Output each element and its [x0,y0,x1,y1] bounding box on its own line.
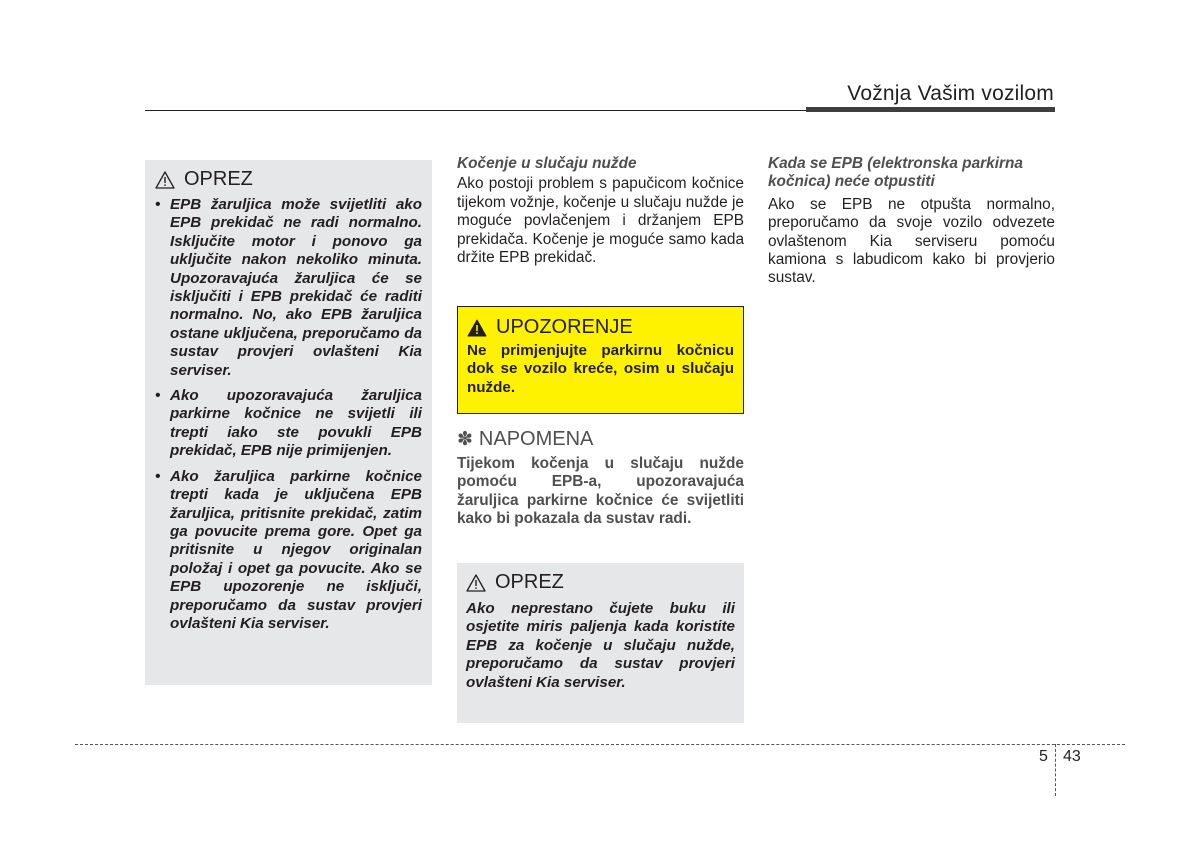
warning-box [457,306,744,414]
caution-triangle-icon [155,171,175,189]
note-block [457,428,744,529]
note-heading [457,428,744,451]
warning-heading [467,316,734,339]
caution-text: Ako neprestano čujete buku ili osjetite miris paljenja kada koristite EPB za kočenje u slučaju nužde, preporučamo da sustav provjeri ovlašteni Kia serviser. [466,600,735,691]
bullet: • [155,196,161,213]
bullet: • [155,467,161,485]
caution-box-middle [457,563,744,723]
epb-release-heading: Kada se EPB (elektronska parkirna kočnica) neće otpustiti [768,155,1023,191]
header-rule-accent [806,107,1055,112]
caution-heading [466,571,735,594]
note-text: Tijekom kočenja u slučaju nužde pomoću EPB-a, upozoravajuća žaruljica parkirne kočnice će svijetliti kako bi pokazala da sustav radi. [457,455,744,528]
page-number-divider [1055,744,1056,796]
caution-heading-label: OPREZ [184,168,253,190]
epb-release-section [768,155,1055,288]
chapter-number: 5 [1039,748,1048,765]
caution-box-left [145,160,432,685]
caution-item [155,196,422,380]
header-rule [145,110,810,111]
caution-item [155,387,422,461]
caution-item [155,468,422,634]
page-header-title: Vožnja Vašim vozilom [847,82,1054,105]
warning-heading-label: UPOZORENJE [496,316,633,338]
note-star-icon: ✽ [457,429,473,450]
note-heading-label: NAPOMENA [478,428,594,450]
footer-rule [75,744,1125,745]
caution-heading-label: OPREZ [495,571,564,593]
caution-item-text: EPB žaruljica može svijetliti ako EPB prekidač ne radi normalno. Isključite motor i ponovo ga uključite nakon nekoliko minuta. Upozoravajuća žaruljica će se isključiti i EPB prekidač će raditi normalno. No, ako EPB žaruljica ostane uključena, preporučamo da sustav provjeri ovlašteni Kia serviser. [170,196,422,379]
warning-triangle-icon [467,319,487,337]
caution-item-text: Ako upozoravajuća žaruljica parkirne kočnice ne svijetli ili trepti iako ste povukli EPB prekidač, EPB nije primijenjen. [170,387,422,460]
emergency-braking-heading: Kočenje u slučaju nužde [457,155,637,172]
caution-list [155,196,422,633]
emergency-braking-section [457,155,744,267]
caution-triangle-icon [466,574,486,592]
page-number: 43 [1063,748,1081,765]
emergency-braking-text: Ako postoji problem s papučicom kočnice tijekom vožnje, kočenje u slučaju nužde je moguće povlačenjem i držanjem EPB prekidača. Kočenje je moguće samo kada držite EPB prekidač. [457,175,744,267]
epb-release-text: Ako se EPB ne otpušta normalno, preporučamo da svoje vozilo odvezete ovlaštenom Kia serviseru pomoću kamiona s labudicom kako bi provjerio sustav. [768,195,1055,287]
caution-heading [155,168,422,191]
warning-text: Ne primjenjujte parkirnu kočnicu dok se vozilo kreće, osim u slučaju nužde. [467,342,734,396]
bullet: • [155,387,161,405]
caution-item-text: Ako žaruljica parkirne kočnice trepti kada je uključena EPB žaruljica, pritisnite prekidač, zatim ga povucite prema gore. Opet ga pritisnite u njegov originalan položaj i opet ga povucite. Ako se EPB upozorenje ne isključi, preporučamo da sustav provjeri ovlašteni Kia serviser. [170,467,422,632]
